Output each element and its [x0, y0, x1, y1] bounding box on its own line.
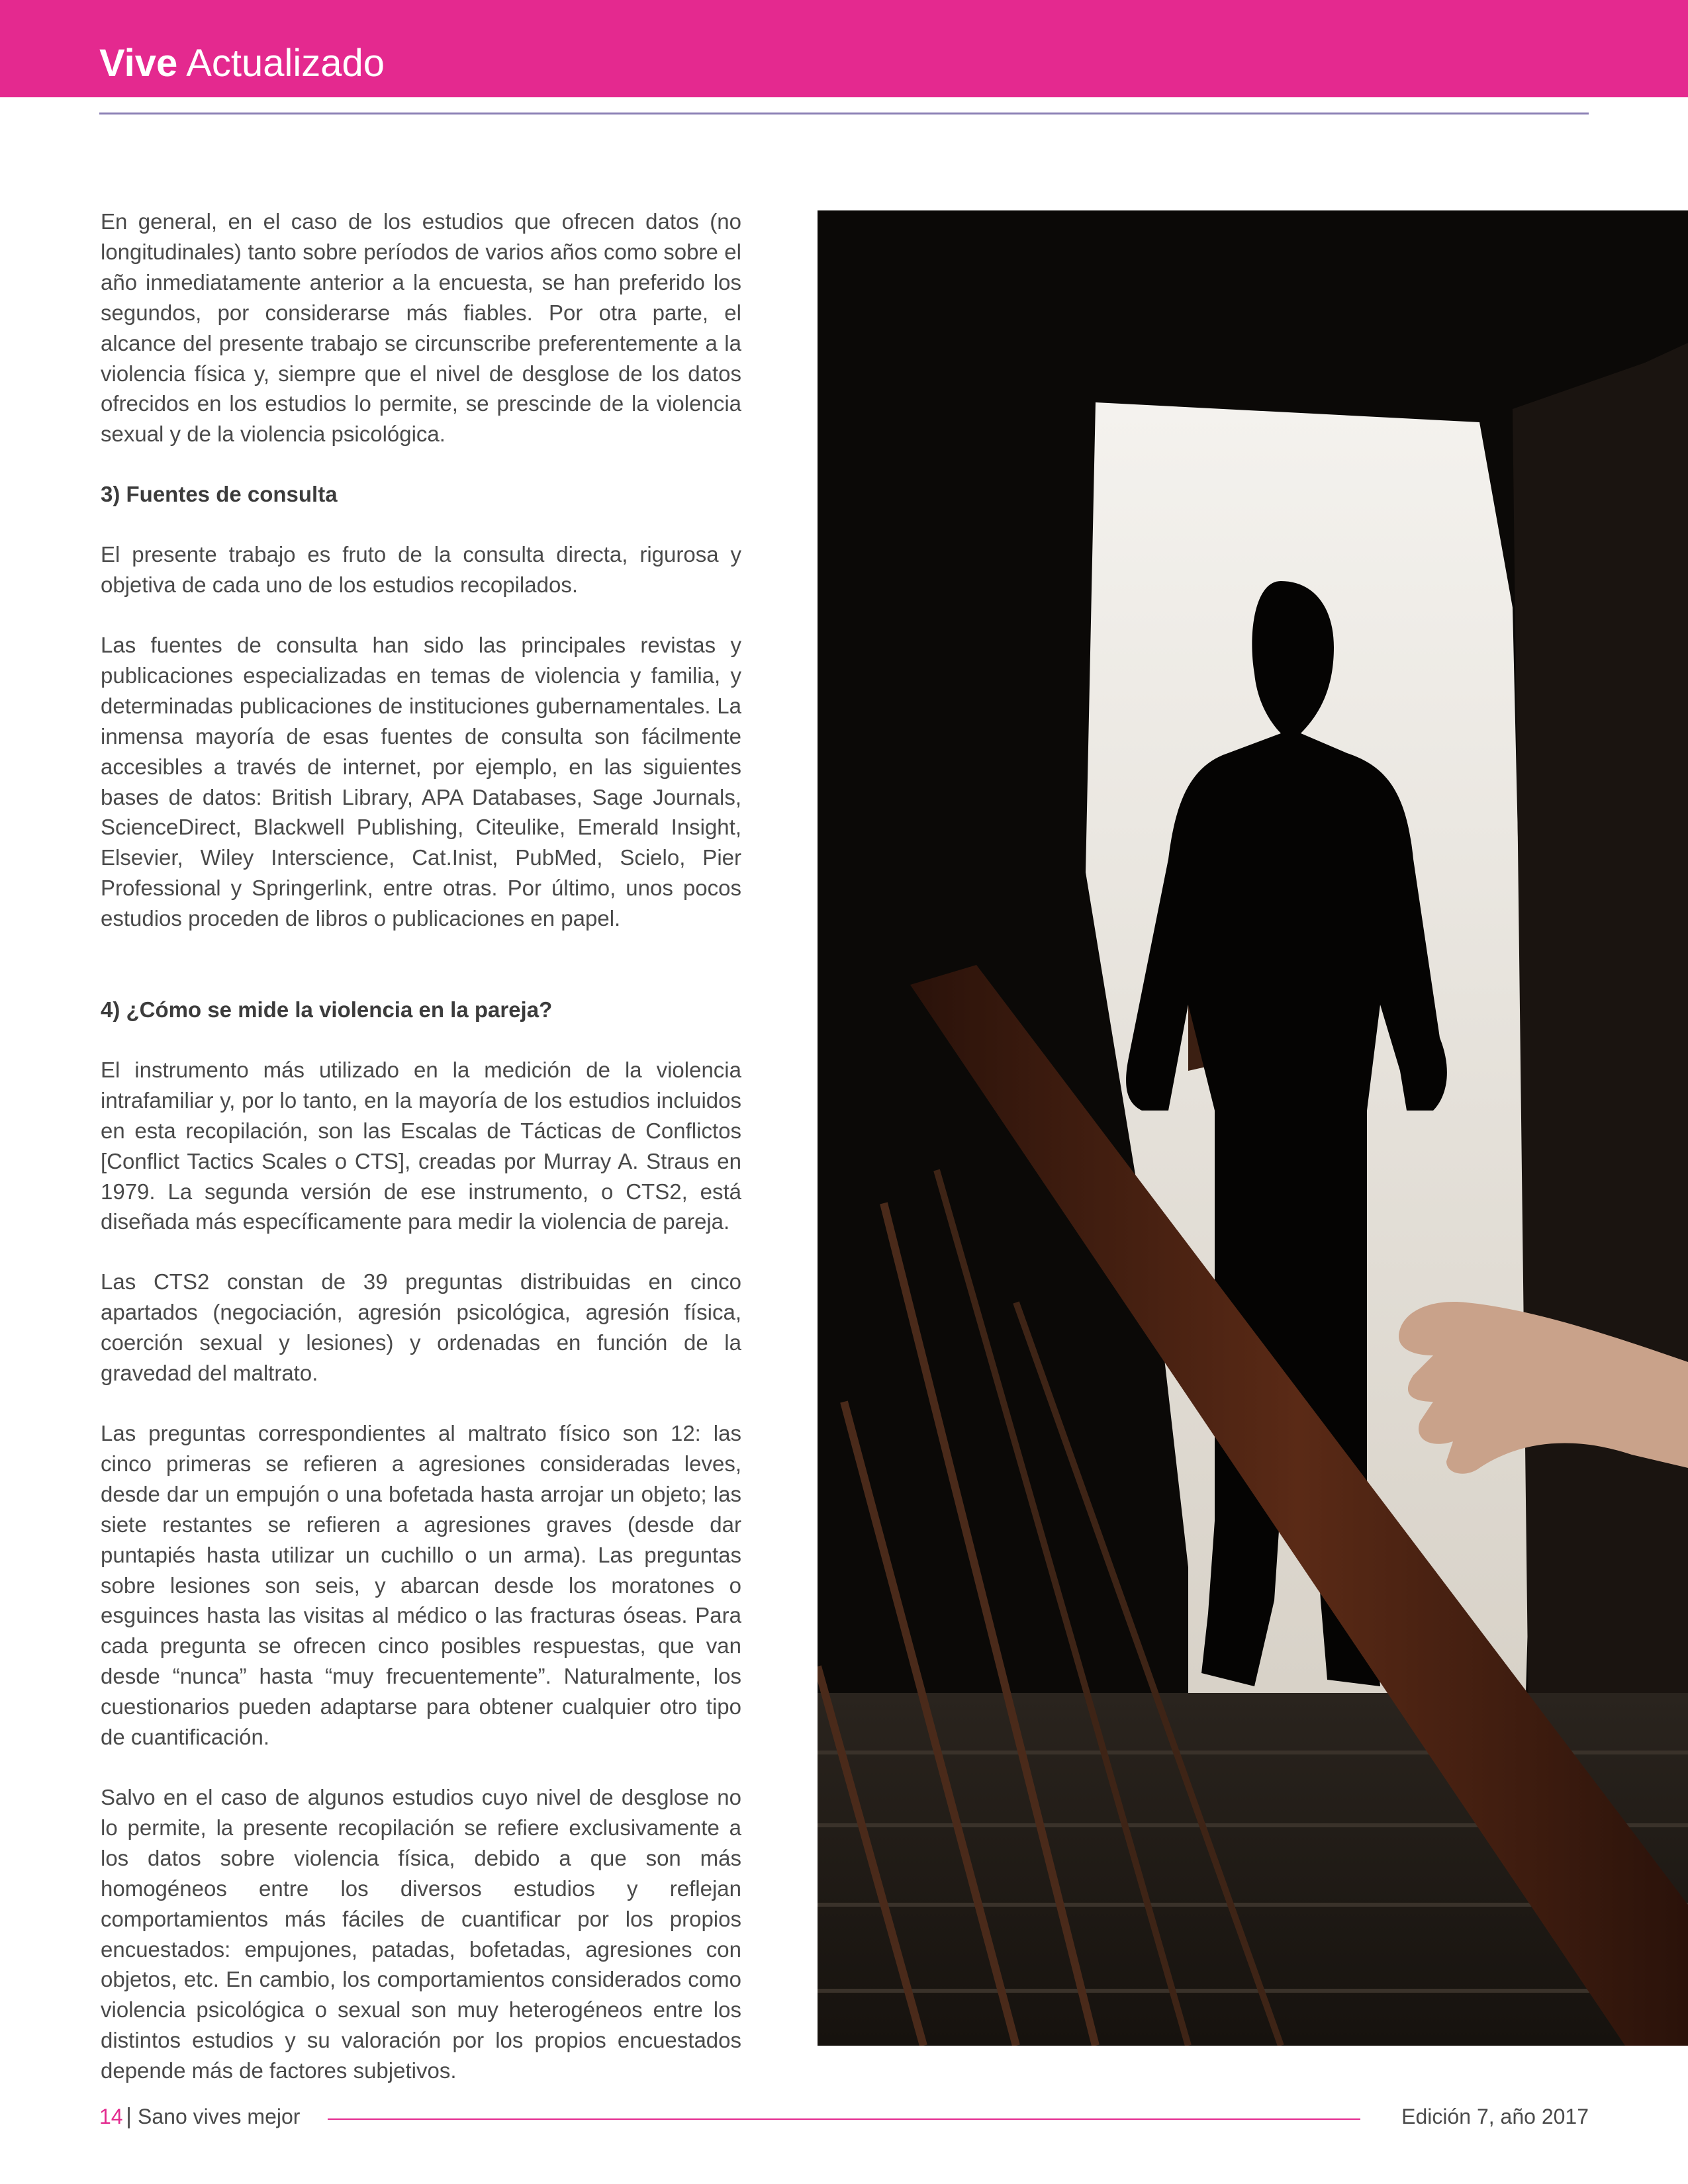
paragraph-cts: El instrumento más utilizado en la medición de la violencia intrafamiliar y, por lo tanto, en la mayoría de los estudios incluidos en esta recopilación, son las Escalas de Tácticas de Conflictos [Conflict Tactics Scales o CTS], creadas por Murray A. Straus en 1979. La segunda versión de ese instrumento, o CTS2, está diseñada más específicamente para medir la violencia de pareja.: [101, 1057, 741, 1234]
header-rule: [99, 113, 1589, 114]
edition-label: Edición 7, año 2017: [1401, 2105, 1589, 2128]
page-number: 14: [99, 2105, 123, 2128]
magazine-name: Sano vives mejor: [138, 2105, 301, 2128]
paragraph-sources-list: Las fuentes de consulta han sido las principales revistas y publicaciones especializadas en temas de violencia y familia, y determinadas publicaciones de instituciones gubernamentales. La inmensa mayoría de esas fuentes de consulta son fácilmente accesibles a través de internet, por ejemplo, en las siguientes bases de datos: British Library, APA Databases, Sage Journals, ScienceDirect, Blackwell Publishing, Citeulike, Emerald Insight, Elsevier, Wiley Interscience, Cat.Inist, PubMed, Scielo, Pier Professional y Springerlink, entre otras. Por último, unos pocos estudios proceden de libros o publicaciones en papel.: [101, 632, 741, 931]
photo-illustration: [818, 210, 1688, 2046]
paragraph-scope: Salvo en el caso de algunos estudios cuyo nivel de desglose no lo permite, la presente recopilación se refiere exclusivamente a los datos sobre violencia física, debido a que son más homogéneos entre los diversos estudios y reflejan comportamientos más fáciles de cuantificar por los propios encuestados: empujones, patadas, bofetadas, agresiones con objetos, etc. En cambio, los comportamientos considerados como violencia psicológica o sexual son muy heterogéneos entre los distintos estudios y su valoración por los propios encuestados depende más de factores subjetivos.: [101, 1784, 741, 2083]
heading-sources: 3) Fuentes de consulta: [101, 482, 338, 507]
paragraph-cts2: Las CTS2 constan de 39 preguntas distribuidas en cinco apartados (negociación, agresión psicológica, agresión física, coerción sexual y lesiones) y ordenadas en función de la gravedad del maltrato.: [101, 1269, 741, 1386]
page-footer: [0, 2105, 1688, 2144]
section-title-bold: Vive: [99, 42, 178, 85]
article-body: [101, 206, 741, 2116]
paragraph-physical-abuse: Las preguntas correspondientes al maltrato físico son 12: las cinco primeras se refieren a agresiones consideradas leves, desde dar un empujón o una bofetada hasta arrojar un objeto; las siete restantes se refieren a agresiones graves (desde dar puntapiés hasta utilizar un cuchillo o un arma). Las preguntas sobre lesiones son seis, y abarcan desde los moratones o esguinces hasta las visitas al médico o las fracturas óseas. Para cada pregunta se ofrecen cinco posibles respuestas, que van desde “nunca” hasta “muy frecuentemente”. Naturalmente, los cuestionarios pueden adaptarse para obtener cualquier otro tipo de cuantificación.: [101, 1421, 741, 1750]
footer-rule: [328, 2118, 1360, 2120]
article-photo: [818, 210, 1688, 2046]
paragraph-sources-intro: El presente trabajo es fruto de la consulta directa, rigurosa y objetiva de cada uno de los estudios recopilados.: [101, 542, 741, 598]
section-title-rest: Actualizado: [186, 42, 385, 85]
heading-measurement: 4) ¿Cómo se mide la violencia en la pareja?: [101, 997, 553, 1023]
footer-divider: [128, 2107, 130, 2128]
section-title: [99, 37, 385, 90]
paragraph-study-selection: En general, en el caso de los estudios que ofrecen datos (no longitudinales) tanto sobre períodos de varios años como sobre el año inmediatamente anterior a la encuesta, se han preferido los segundos, por considerarse más fiables. Por otra parte, el alcance del presente trabajo se circunscribe preferentemente a la violencia física y, siempre que el nivel de desglose de los datos ofrecidos en los estudios lo permite, se prescinde de la violencia sexual y de la violencia psicológica.: [101, 209, 741, 447]
